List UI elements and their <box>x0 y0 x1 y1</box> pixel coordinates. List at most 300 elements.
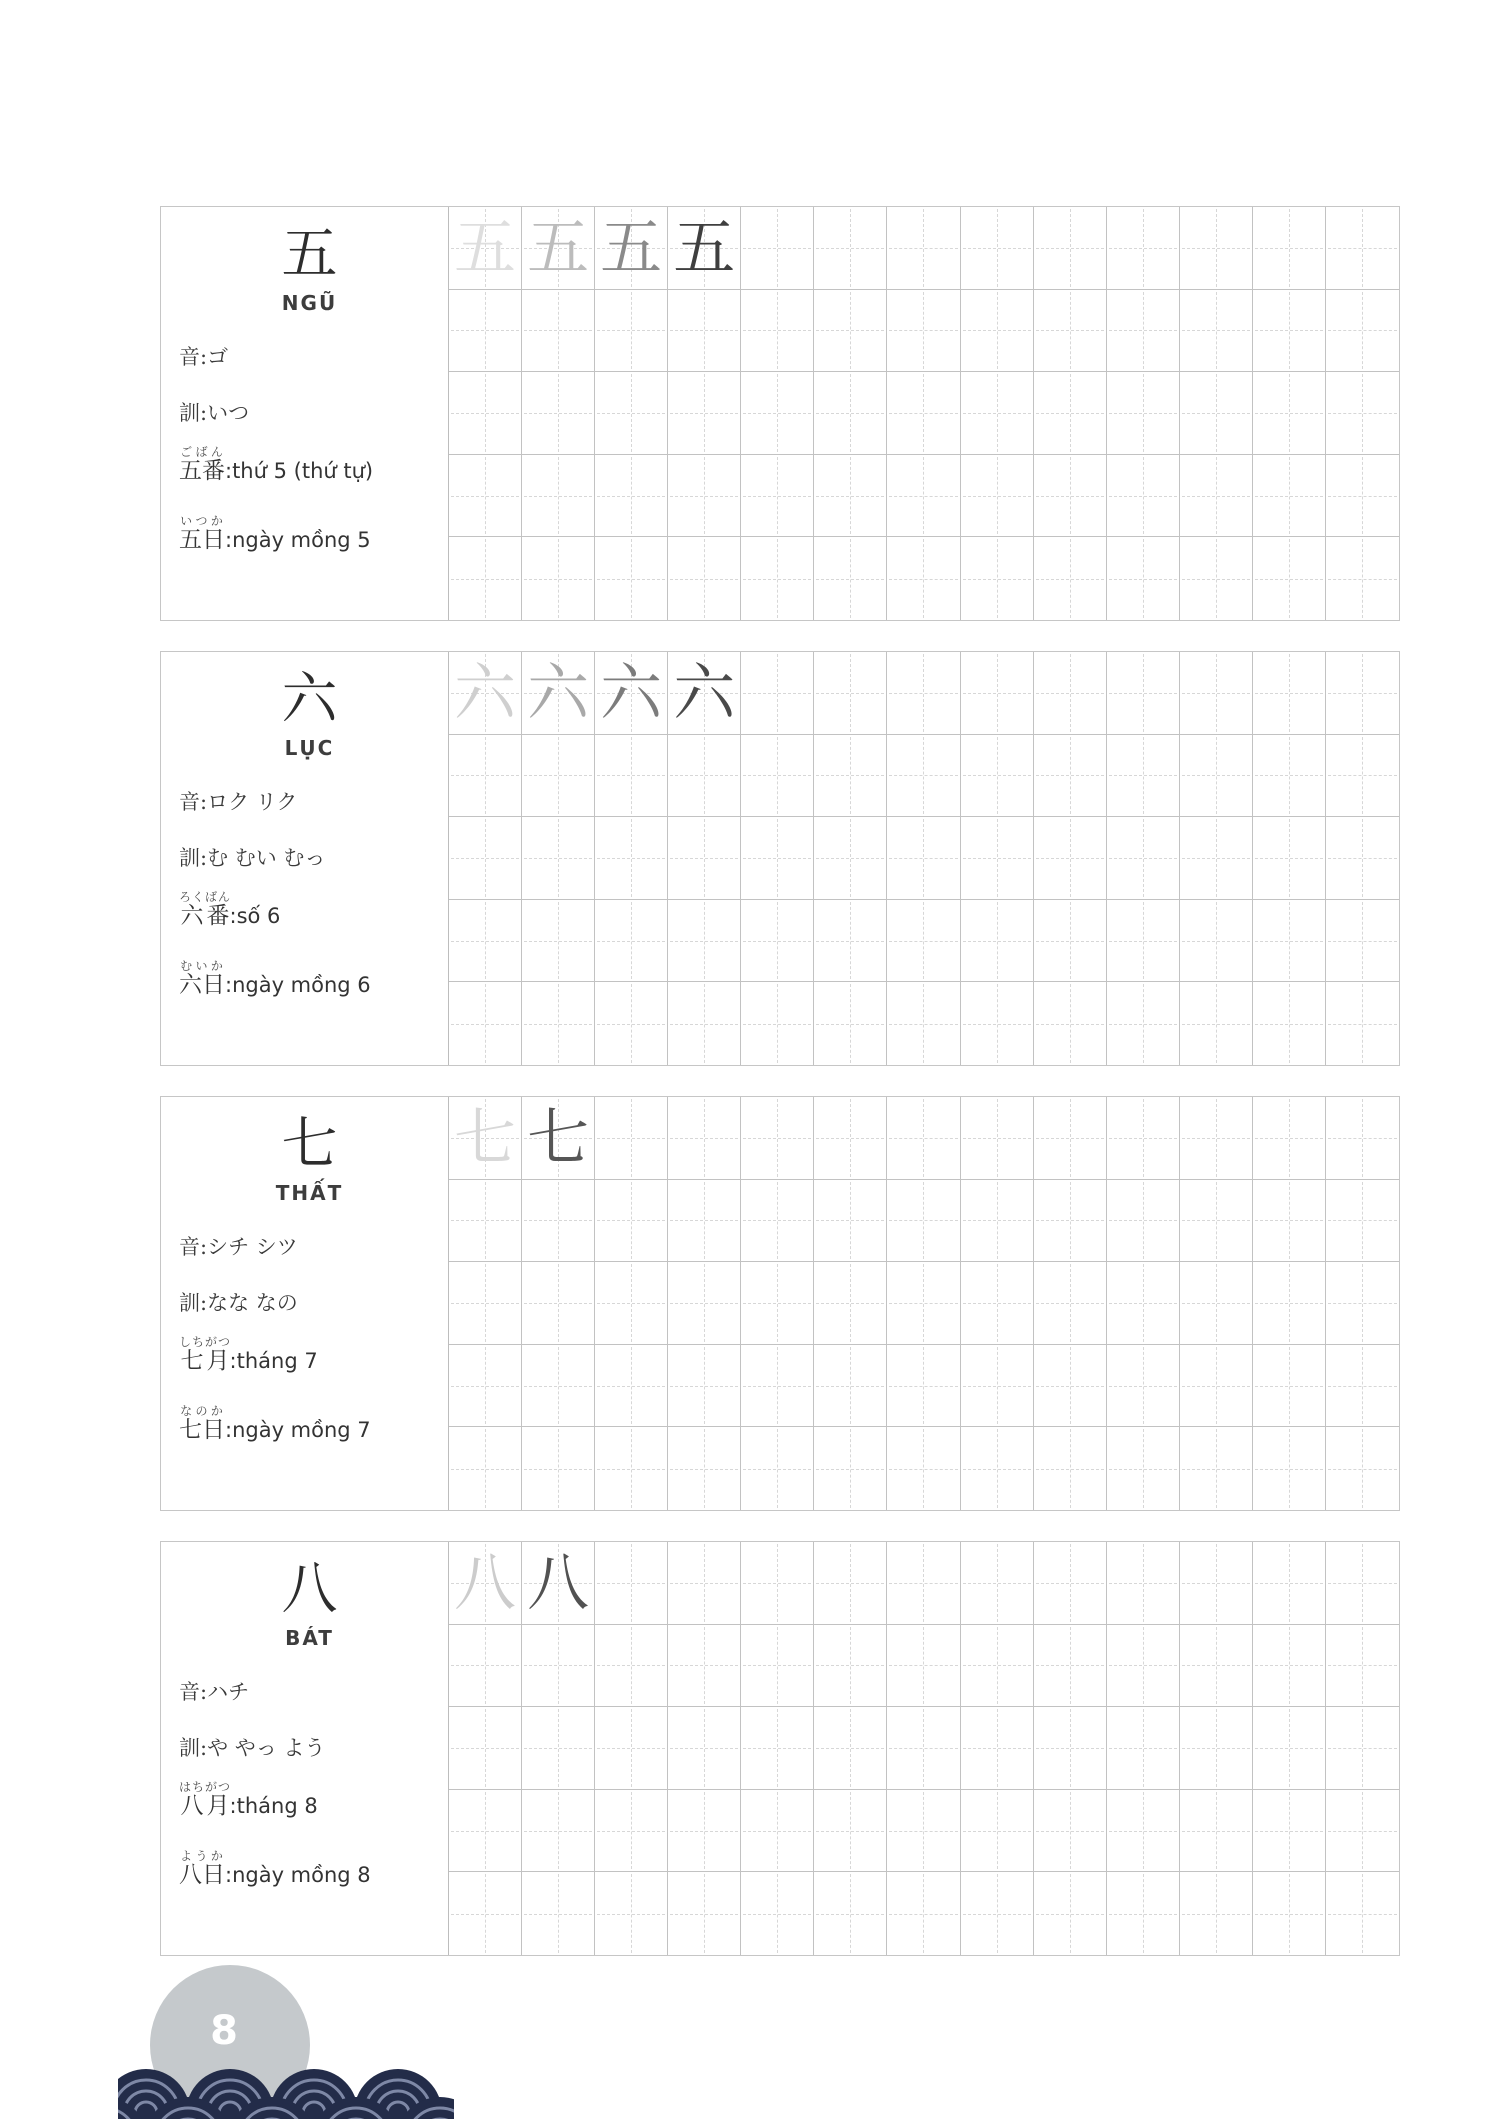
kanji-heading: 七 <box>281 1112 338 1177</box>
practice-cell <box>814 207 887 290</box>
practice-cell <box>961 1427 1034 1510</box>
practice-cell <box>741 537 814 620</box>
practice-cell <box>522 817 595 900</box>
kun-reading-line: 訓:いつ <box>179 401 250 426</box>
trace-kanji: 五 <box>673 210 736 284</box>
furigana: はちがつ <box>179 1780 232 1795</box>
example-word-row <box>179 445 442 495</box>
practice-cell <box>668 652 741 735</box>
practice-cell <box>1180 817 1253 900</box>
practice-cell <box>1253 455 1326 538</box>
practice-cell <box>814 372 887 455</box>
practice-cell <box>1180 1872 1253 1955</box>
practice-cell <box>814 1427 887 1510</box>
practice-cell <box>887 1542 960 1625</box>
practice-cell <box>741 290 814 373</box>
practice-cell <box>522 1345 595 1428</box>
practice-cell <box>1180 652 1253 735</box>
practice-cell <box>887 652 960 735</box>
on-reading-line: 音:ハチ <box>179 1680 250 1705</box>
practice-cell <box>595 1872 668 1955</box>
practice-cell <box>668 1180 741 1263</box>
practice-cell <box>1326 1872 1399 1955</box>
practice-cell <box>1326 207 1399 290</box>
practice-cell <box>741 207 814 290</box>
sino-viet-reading: LỤC <box>284 736 335 761</box>
example-word <box>179 445 225 485</box>
practice-cell <box>668 982 741 1065</box>
practice-cell <box>668 372 741 455</box>
practice-cell <box>1180 1180 1253 1263</box>
example-meaning: :ngày mồng 6 <box>225 972 371 997</box>
practice-cell <box>961 652 1034 735</box>
practice-cell <box>1180 455 1253 538</box>
practice-cell <box>449 900 522 983</box>
furigana: むいか <box>179 958 225 973</box>
practice-cell <box>522 982 595 1065</box>
practice-cell <box>961 1872 1034 1955</box>
practice-cell <box>814 1542 887 1625</box>
practice-cell <box>668 455 741 538</box>
practice-cell <box>887 372 960 455</box>
practice-cell <box>887 735 960 818</box>
practice-cell <box>887 537 960 620</box>
example-word-text: 六番 <box>179 903 232 930</box>
practice-cell <box>741 900 814 983</box>
info-panel <box>161 207 448 620</box>
practice-cell <box>1326 372 1399 455</box>
practice-cell <box>595 982 668 1065</box>
on-reading-line: 音:ロク リク <box>179 790 298 815</box>
practice-cell <box>1180 290 1253 373</box>
practice-cell <box>1107 982 1180 1065</box>
practice-cell <box>449 1707 522 1790</box>
practice-cell <box>522 1427 595 1510</box>
trace-kanji: 五 <box>527 210 590 284</box>
practice-cell <box>522 1872 595 1955</box>
practice-cell <box>961 1262 1034 1345</box>
practice-cell <box>1180 1542 1253 1625</box>
practice-cell <box>887 1427 960 1510</box>
practice-cell <box>1107 900 1180 983</box>
info-panel <box>161 1097 448 1510</box>
practice-cell <box>668 735 741 818</box>
practice-cell <box>1326 1707 1399 1790</box>
practice-cell <box>961 207 1034 290</box>
example-word-text: 六日 <box>179 971 225 998</box>
example-meaning: :ngày mồng 7 <box>225 1417 371 1442</box>
practice-cell <box>668 1707 741 1790</box>
practice-cell <box>887 290 960 373</box>
practice-cell <box>1107 1625 1180 1708</box>
example-word <box>179 1780 232 1820</box>
practice-cell <box>449 1262 522 1345</box>
practice-cell <box>668 290 741 373</box>
practice-cell <box>1180 735 1253 818</box>
practice-cell <box>449 1790 522 1873</box>
practice-cell <box>741 372 814 455</box>
practice-cell <box>1180 1625 1253 1708</box>
practice-cell <box>449 1427 522 1510</box>
practice-cell <box>522 1707 595 1790</box>
trace-kanji: 六 <box>600 655 663 729</box>
practice-cell <box>887 817 960 900</box>
example-meaning: :tháng 7 <box>229 1349 318 1374</box>
practice-cell <box>961 537 1034 620</box>
example-word <box>179 1403 225 1443</box>
example-word-row <box>179 1849 442 1899</box>
example-word <box>179 1335 232 1375</box>
practice-cell <box>814 537 887 620</box>
practice-cell <box>595 1625 668 1708</box>
practice-cell <box>1180 1707 1253 1790</box>
practice-cell <box>595 735 668 818</box>
practice-cell <box>449 207 522 290</box>
practice-cell <box>1326 455 1399 538</box>
practice-cell <box>668 207 741 290</box>
practice-cell <box>814 1790 887 1873</box>
kanji-section-seven <box>160 1096 1400 1511</box>
practice-cell <box>1034 1097 1107 1180</box>
practice-grid <box>448 1097 1399 1510</box>
practice-cell <box>1107 372 1180 455</box>
practice-cell <box>449 982 522 1065</box>
practice-cell <box>522 652 595 735</box>
practice-cell <box>1253 1542 1326 1625</box>
practice-cell <box>814 1625 887 1708</box>
practice-cell <box>887 900 960 983</box>
trace-kanji: 八 <box>454 1545 517 1619</box>
practice-cell <box>1107 1262 1180 1345</box>
practice-cell <box>1034 455 1107 538</box>
practice-cell <box>1253 372 1326 455</box>
furigana: なのか <box>179 1403 225 1418</box>
practice-cell <box>1326 290 1399 373</box>
kanji-section-eight <box>160 1541 1400 1956</box>
practice-cell <box>1107 1542 1180 1625</box>
practice-cell <box>449 290 522 373</box>
practice-cell <box>595 1262 668 1345</box>
practice-cell <box>1253 1872 1326 1955</box>
seigaiha-wave-decoration <box>118 2055 454 2119</box>
practice-cell <box>1034 1180 1107 1263</box>
practice-cell <box>1107 652 1180 735</box>
practice-cell <box>1034 652 1107 735</box>
practice-cell <box>961 735 1034 818</box>
practice-cell <box>961 1790 1034 1873</box>
practice-cell <box>961 1625 1034 1708</box>
practice-cell <box>1107 735 1180 818</box>
practice-cell <box>522 1097 595 1180</box>
kanji-section-five <box>160 206 1400 621</box>
practice-cell <box>961 1345 1034 1428</box>
practice-cell <box>814 1707 887 1790</box>
practice-cell <box>668 537 741 620</box>
practice-cell <box>961 372 1034 455</box>
sections-container <box>160 206 1400 1986</box>
practice-cell <box>1326 1262 1399 1345</box>
practice-cell <box>1034 1345 1107 1428</box>
page-number: 8 <box>210 2008 238 2054</box>
furigana: ごばん <box>179 445 225 460</box>
practice-cell <box>741 652 814 735</box>
trace-kanji: 六 <box>673 655 736 729</box>
practice-cell <box>1107 1180 1180 1263</box>
practice-cell <box>741 817 814 900</box>
practice-cell <box>1180 1345 1253 1428</box>
example-word-row <box>179 1780 442 1830</box>
practice-cell <box>449 372 522 455</box>
example-word-text: 八日 <box>179 1861 225 1888</box>
practice-cell <box>1180 372 1253 455</box>
practice-cell <box>449 817 522 900</box>
practice-cell <box>595 1097 668 1180</box>
on-reading-line: 音:シチ シツ <box>179 1235 298 1260</box>
practice-cell <box>1326 900 1399 983</box>
practice-cell <box>595 1790 668 1873</box>
practice-cell <box>522 290 595 373</box>
practice-cell <box>1253 1790 1326 1873</box>
practice-cell <box>1253 1180 1326 1263</box>
practice-cell <box>814 455 887 538</box>
practice-cell <box>814 652 887 735</box>
practice-cell <box>1107 537 1180 620</box>
furigana: しちがつ <box>179 1335 232 1350</box>
practice-cell <box>449 537 522 620</box>
on-reading-line: 音:ゴ <box>179 345 229 370</box>
practice-cell <box>1253 900 1326 983</box>
practice-cell <box>1034 1872 1107 1955</box>
practice-cell <box>741 1625 814 1708</box>
practice-cell <box>1253 982 1326 1065</box>
practice-cell <box>449 1180 522 1263</box>
practice-cell <box>1326 1427 1399 1510</box>
practice-cell <box>1253 537 1326 620</box>
practice-cell <box>1107 817 1180 900</box>
practice-cell <box>814 735 887 818</box>
practice-cell <box>814 1097 887 1180</box>
practice-cell <box>1253 652 1326 735</box>
practice-cell <box>1253 1262 1326 1345</box>
example-meaning: :ngày mồng 8 <box>225 1862 371 1887</box>
practice-grid <box>448 207 1399 620</box>
sino-viet-reading: NGŨ <box>281 291 338 316</box>
practice-cell <box>668 1872 741 1955</box>
trace-kanji: 五 <box>600 210 663 284</box>
practice-grid <box>448 1542 1399 1955</box>
practice-cell <box>1180 1262 1253 1345</box>
practice-cell <box>1326 1180 1399 1263</box>
practice-cell <box>1253 1097 1326 1180</box>
practice-cell <box>1034 1542 1107 1625</box>
example-word-text: 七月 <box>179 1348 232 1375</box>
practice-cell <box>668 900 741 983</box>
example-word-row <box>179 890 442 940</box>
practice-cell <box>1326 537 1399 620</box>
sino-viet-reading: BÁT <box>285 1626 334 1651</box>
example-word-row <box>179 1404 442 1454</box>
example-meaning: :ngày mồng 5 <box>225 527 371 552</box>
trace-kanji: 八 <box>527 1545 590 1619</box>
practice-cell <box>961 1707 1034 1790</box>
practice-cell <box>595 1427 668 1510</box>
practice-cell <box>1034 900 1107 983</box>
kun-reading-line: 訓:なな なの <box>179 1291 298 1316</box>
practice-cell <box>741 1707 814 1790</box>
practice-cell <box>449 652 522 735</box>
practice-cell <box>961 1542 1034 1625</box>
practice-cell <box>522 372 595 455</box>
practice-cell <box>522 455 595 538</box>
practice-cell <box>1180 1427 1253 1510</box>
trace-kanji: 六 <box>527 655 590 729</box>
furigana: ろくばん <box>179 890 232 905</box>
practice-cell <box>1107 455 1180 538</box>
example-word-text: 七日 <box>179 1416 225 1443</box>
practice-cell <box>887 1872 960 1955</box>
practice-cell <box>814 1262 887 1345</box>
furigana: ようか <box>179 1848 225 1863</box>
info-panel <box>161 1542 448 1955</box>
practice-cell <box>887 455 960 538</box>
practice-cell <box>1034 1707 1107 1790</box>
practice-cell <box>814 982 887 1065</box>
practice-cell <box>1326 982 1399 1065</box>
practice-cell <box>595 372 668 455</box>
practice-cell <box>449 1542 522 1625</box>
practice-cell <box>1326 1097 1399 1180</box>
practice-cell <box>595 817 668 900</box>
practice-cell <box>668 1097 741 1180</box>
practice-cell <box>1107 1345 1180 1428</box>
practice-cell <box>1326 735 1399 818</box>
practice-cell <box>1253 1427 1326 1510</box>
example-meaning: :thứ 5 (thứ tự) <box>225 459 374 484</box>
practice-cell <box>1107 1427 1180 1510</box>
kun-reading-line: 訓:や やっ よう <box>179 1736 326 1761</box>
practice-cell <box>449 1345 522 1428</box>
practice-cell <box>1326 652 1399 735</box>
example-word <box>179 958 225 998</box>
practice-cell <box>887 982 960 1065</box>
practice-cell <box>961 982 1034 1065</box>
practice-cell <box>1180 982 1253 1065</box>
practice-cell <box>1034 1625 1107 1708</box>
practice-cell <box>595 1707 668 1790</box>
trace-kanji: 七 <box>454 1100 517 1174</box>
practice-cell <box>522 1180 595 1263</box>
practice-cell <box>741 1262 814 1345</box>
practice-cell <box>814 1872 887 1955</box>
practice-cell <box>595 1542 668 1625</box>
practice-cell <box>1180 1097 1253 1180</box>
practice-cell <box>814 817 887 900</box>
practice-cell <box>814 1345 887 1428</box>
practice-cell <box>1253 1707 1326 1790</box>
practice-cell <box>961 817 1034 900</box>
example-word <box>179 890 232 930</box>
practice-cell <box>1326 1625 1399 1708</box>
practice-cell <box>668 1542 741 1625</box>
practice-cell <box>522 1625 595 1708</box>
practice-cell <box>961 1180 1034 1263</box>
practice-cell <box>522 735 595 818</box>
practice-cell <box>595 1345 668 1428</box>
practice-cell <box>1034 1262 1107 1345</box>
example-word-text: 八月 <box>179 1793 232 1820</box>
practice-cell <box>1034 982 1107 1065</box>
practice-cell <box>595 207 668 290</box>
practice-cell <box>887 1180 960 1263</box>
practice-cell <box>595 652 668 735</box>
kanji-section-six <box>160 651 1400 1066</box>
practice-cell <box>595 455 668 538</box>
practice-cell <box>1326 1790 1399 1873</box>
practice-cell <box>668 1262 741 1345</box>
example-meaning: :số 6 <box>229 904 281 929</box>
practice-cell <box>668 817 741 900</box>
practice-cell <box>1034 817 1107 900</box>
practice-cell <box>1253 817 1326 900</box>
practice-cell <box>741 1542 814 1625</box>
practice-cell <box>1180 207 1253 290</box>
furigana: いつか <box>179 513 225 528</box>
practice-cell <box>887 1097 960 1180</box>
kanji-heading: 八 <box>281 1557 338 1622</box>
trace-kanji: 五 <box>454 210 517 284</box>
practice-cell <box>1107 1707 1180 1790</box>
example-word-text: 五番 <box>179 458 225 485</box>
practice-cell <box>1253 735 1326 818</box>
practice-cell <box>961 290 1034 373</box>
practice-cell <box>887 207 960 290</box>
practice-cell <box>741 1345 814 1428</box>
practice-cell <box>449 1097 522 1180</box>
practice-cell <box>887 1707 960 1790</box>
practice-cell <box>1107 1790 1180 1873</box>
practice-cell <box>522 1262 595 1345</box>
example-word-row <box>179 514 442 564</box>
practice-cell <box>814 900 887 983</box>
practice-cell <box>1253 290 1326 373</box>
practice-cell <box>595 290 668 373</box>
practice-cell <box>1034 1427 1107 1510</box>
example-word <box>179 513 225 553</box>
info-panel <box>161 652 448 1065</box>
practice-cell <box>741 1872 814 1955</box>
practice-cell <box>741 735 814 818</box>
practice-cell <box>1180 537 1253 620</box>
practice-cell <box>1034 372 1107 455</box>
practice-cell <box>961 1097 1034 1180</box>
practice-cell <box>1253 1625 1326 1708</box>
trace-kanji: 六 <box>454 655 517 729</box>
example-word <box>179 1848 225 1888</box>
practice-cell <box>1253 1345 1326 1428</box>
practice-cell <box>1253 207 1326 290</box>
practice-cell <box>668 1625 741 1708</box>
practice-cell <box>887 1790 960 1873</box>
practice-cell <box>814 1180 887 1263</box>
kun-reading-line: 訓:む むい むっ <box>179 846 326 871</box>
practice-cell <box>1107 1872 1180 1955</box>
practice-cell <box>522 900 595 983</box>
practice-cell <box>522 207 595 290</box>
practice-cell <box>814 290 887 373</box>
practice-cell <box>1107 207 1180 290</box>
practice-cell <box>1180 1790 1253 1873</box>
practice-cell <box>522 537 595 620</box>
